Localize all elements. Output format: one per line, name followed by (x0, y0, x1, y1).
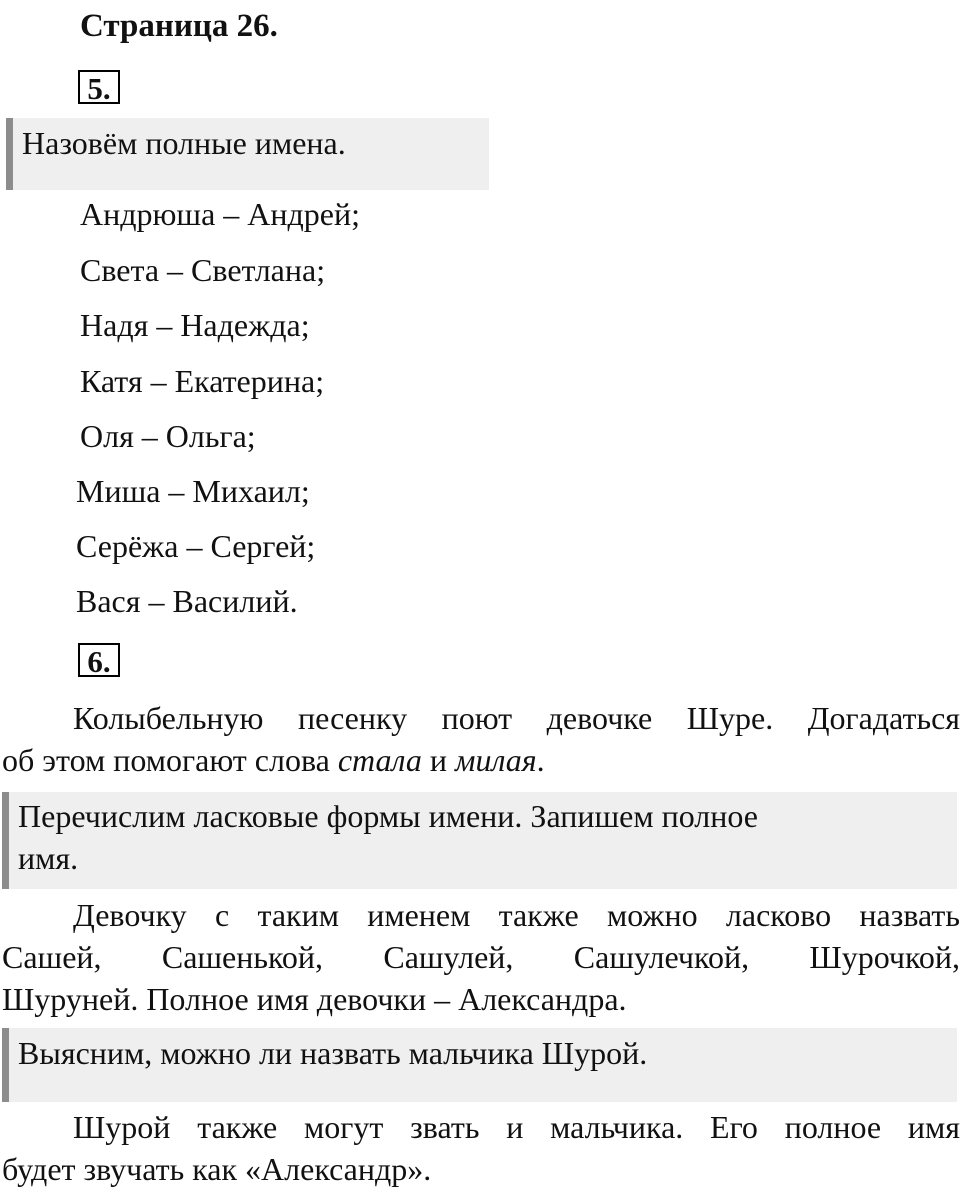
task-6-paragraph-1 (2, 697, 960, 781)
task-6-paragraph-3 (2, 1106, 960, 1190)
name-pair: Света – Светлана; (80, 252, 326, 288)
name-pair: Оля – Ольга; (80, 418, 256, 454)
text-fragment: об этом помогают слова (2, 742, 338, 778)
name-pair: Катя – Екатерина; (80, 363, 325, 399)
task-6-number: 6. (78, 643, 120, 677)
hint-line: имя. (18, 840, 79, 876)
text-fragment: . (536, 742, 545, 778)
name-pair: Андрюша – Андрей; (80, 196, 360, 232)
paragraph-line: Сашей, Сашенькой, Сашулей, Сашулечкой, Шурочкой, (2, 939, 960, 975)
paragraph-line: Девочку с таким именем также можно ласково назвать (73, 897, 960, 933)
task-6-paragraph-2 (2, 894, 960, 1020)
paragraph-line: будет звучать как «Александр». (2, 1151, 432, 1187)
paragraph-line: Колыбельную песенку поют девочке Шуре. Догадаться (73, 700, 960, 736)
italic-word: стала (337, 742, 422, 778)
task-6-hint-1 (2, 792, 957, 889)
paragraph-line (2, 739, 960, 781)
name-pair: Миша – Михаил; (76, 473, 310, 509)
paragraph-line: Шурой также могут звать и мальчика. Его полное имя (73, 1109, 960, 1145)
task-5-number: 5. (78, 70, 120, 104)
italic-word: милая (455, 742, 537, 778)
task-6-hint-2 (2, 1028, 957, 1102)
text-fragment: и (421, 742, 456, 778)
task-5-hint (6, 118, 489, 190)
page-title: Страница 26. (80, 8, 278, 44)
name-pair: Вася – Василий. (76, 583, 298, 619)
hint-line: Перечислим ласковые формы имени. Запишем полное (18, 798, 758, 834)
hint-line: Выясним, можно ли назвать мальчика Шурой. (18, 1035, 648, 1071)
name-pair: Серёжа – Сергей; (76, 528, 316, 564)
paragraph-line: Шуруней. Полное имя девочки – Александра. (2, 981, 627, 1017)
name-pair: Надя – Надежда; (80, 307, 310, 343)
task-5-hint-text: Назовём полные имена. (22, 125, 346, 161)
